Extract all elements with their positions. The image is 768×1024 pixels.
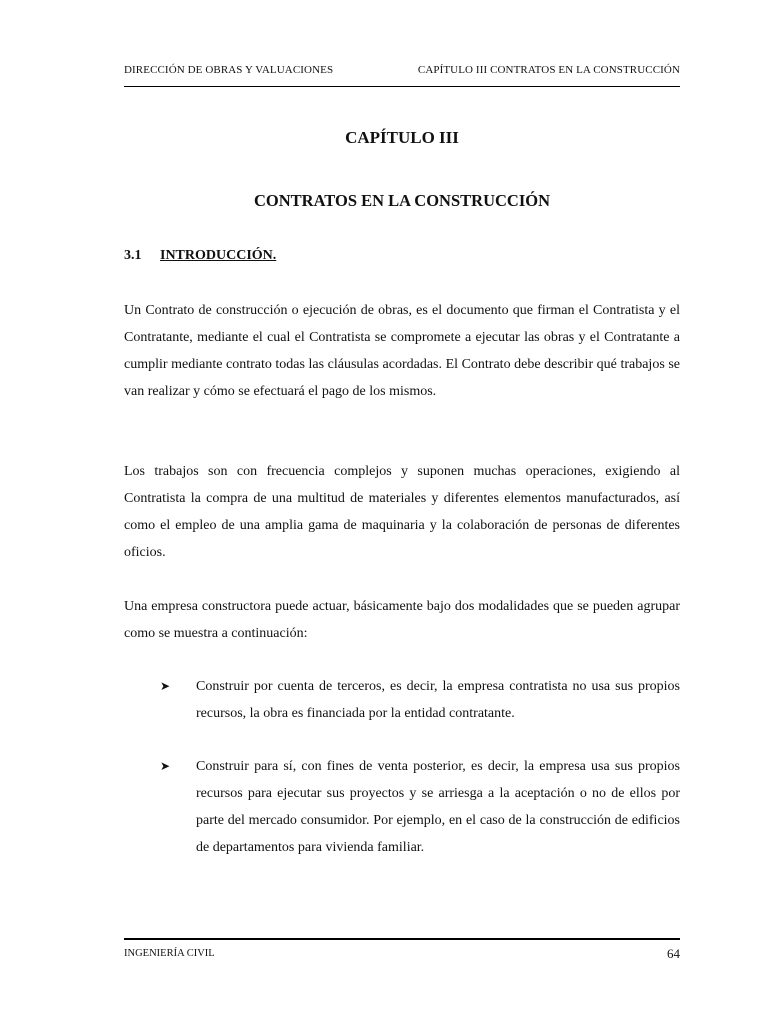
page-header xyxy=(124,64,680,87)
section-title: INTRODUCCIÓN. xyxy=(160,248,277,263)
header-left-text: DIRECCIÓN DE OBRAS Y VALUACIONES xyxy=(124,64,334,76)
paragraph-2: Los trabajos son con frecuencia complejos y suponen muchas operaciones, exigiendo al Contratista la compra de una multitud de materiales y diferentes elementos manufacturados, así como el empleo de una amplia gama de maquinaria y la colaboración de personas de diferentes oficios. xyxy=(124,464,680,560)
arrow-bullet-icon: ➤ xyxy=(160,759,171,773)
paragraph-1: Un Contrato de construcción o ejecución de obras, es el documento que firman el Contratista y el Contratante, mediante el cual el Contratista se compromete a ejecutar las obras y el Contratante a cumplir mediante contrato todas las cláusulas acordadas. El Contrato debe describir qué trabajos se van realizar y cómo se efectuará el pago de los mismos. xyxy=(124,303,680,399)
header-right-text: CAPÍTULO III CONTRATOS EN LA CONSTRUCCIÓN xyxy=(417,64,680,76)
bullet-text: Construir para sí, con fines de venta posterior, es decir, la empresa usa sus propios recursos para ejecutar sus proyectos y se arriesga a la aceptación o no de ellos por parte del mercado consumidor. Por ejemplo, en el caso de la construcción de edificios de departamentos para vivienda familiar. xyxy=(196,759,680,855)
page-footer xyxy=(124,938,680,962)
section-number: 3.1 xyxy=(124,248,142,263)
footer-left-text: INGENIERÍA CIVIL xyxy=(124,948,215,959)
page-number: 64 xyxy=(667,946,680,961)
paragraph-3: Una empresa constructora puede actuar, básicamente bajo dos modalidades que se pueden agrupar como se muestra a continuación: xyxy=(124,599,680,641)
arrow-bullet-icon: ➤ xyxy=(160,679,171,693)
chapter-subtitle: CONTRATOS EN LA CONSTRUCCIÓN xyxy=(254,191,550,210)
chapter-title: CAPÍTULO III xyxy=(345,128,459,147)
bullet-item xyxy=(124,753,680,861)
bullet-item xyxy=(124,673,680,727)
section-heading xyxy=(124,248,276,264)
bullet-text: Construir por cuenta de terceros, es decir, la empresa contratista no usa sus propios recursos, la obra es financiada por la entidad contratante. xyxy=(196,679,680,721)
